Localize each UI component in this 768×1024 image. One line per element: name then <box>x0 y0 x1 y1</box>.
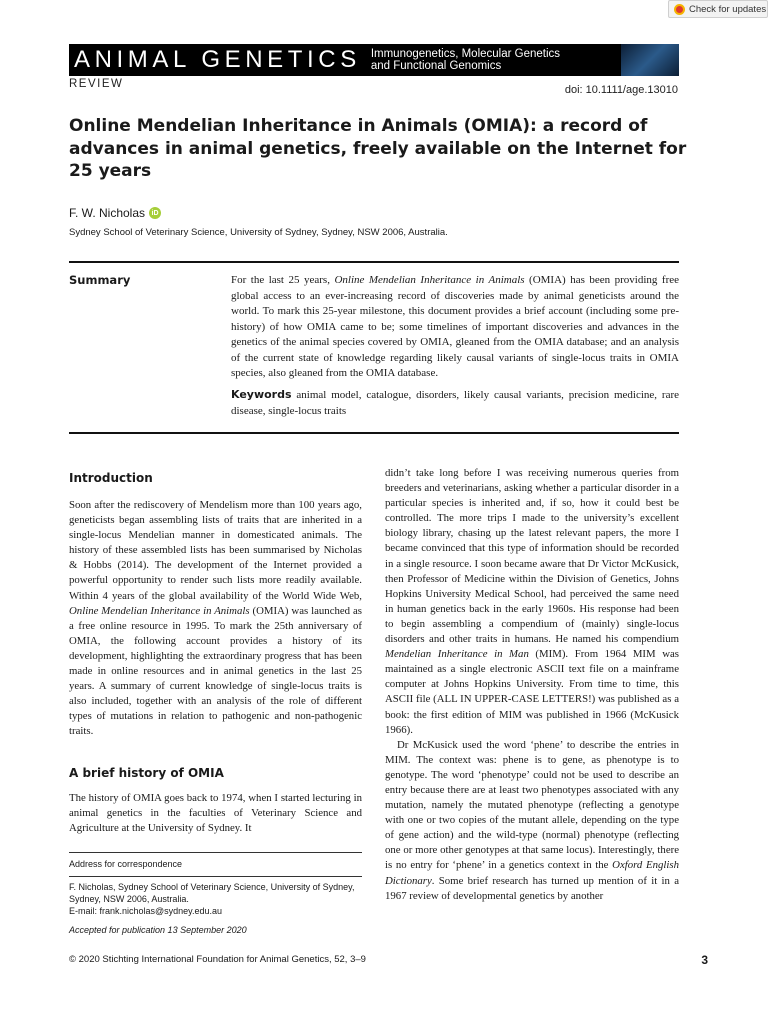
journal-subtitle-line2: and Functional Genomics <box>370 60 502 72</box>
article-type: REVIEW <box>69 78 124 90</box>
section-heading-introduction: Introduction <box>69 471 153 485</box>
journal-banner <box>69 44 679 76</box>
correspondence-top-rule <box>69 852 362 853</box>
orcid-icon[interactable]: iD <box>149 207 161 219</box>
right-paragraph-1: didn’t take long before I was receiving numerous queries from breeders and veterinarians, asking whether a particular disorder in a particular species is inherited and, if so, how it could best be controlled. The more trips I made to the university’s excellent biology library, chasing up the latest relevant papers, the more I became convinced that this type of information should be recorded in a single resource. I soon became aware that Dr Victor McKusick, then Professor of Medicine within the Division of Genetics, Johns Hopkins University Medical School, had perceived the same need in human genetics back in the early 1960s. His response had been to begin assembling a compendium of (mainly) single-locus disorders and other traits in humans. He named his compendium Mendelian Inheritance in Man (MIM). From 1964 MIM was maintained as a single electronic ASCII text file on a mainframe computer at Johns Hopkins University. From time to time, this ASCII file (ALL IN UPPER-CASE LETTERS!) was published as a book: the first edition of MIM was published in 1966 (McKusick 1966). <box>385 467 679 736</box>
correspondence-address: F. Nicholas, Sydney School of Veterinary Science, University of Sydney, Sydney, NSW 2006, Australia. E-mail: frank.nicholas@sydney.edu.au <box>69 881 362 917</box>
check-for-updates-button[interactable] <box>668 0 768 18</box>
intro-paragraph: Soon after the rediscovery of Mendelism more than 100 years ago, geneticists began assembling lists of traits that are inherited in a single-locus Mendelian manner in domesticated animals. The history of these assembled lists has been summarised by Nicholas & Hobbs (2014). The development of the Internet provided a powerful opportunity to render such lists more readily available. Within 4 years of the global availability of the World Wide Web, Online Mendelian Inheritance in Animals (OMIA) was launched as a free online resource in 1995. To mark the 25th anniversary of OMIA, the following account provides a history of its development, highlighting the extraordinary progress that has been made in online resources and in animal genetics in the last 25 years. A summary of current knowledge of single-locus traits is also included, together with an analysis of the role of different types of mutations in relation to pathogenic and non-pathogenic traits. <box>69 499 362 738</box>
keywords <box>231 387 679 419</box>
summary-heading: Summary <box>69 273 131 287</box>
journal-subtitle <box>371 48 560 72</box>
journal-logo-image <box>621 44 679 76</box>
summary-bottom-rule <box>69 432 679 434</box>
keywords-label: Keywords <box>231 388 292 401</box>
journal-subtitle-line1: Immunogenetics, Molecular Genetics <box>370 48 561 60</box>
accepted-date: Accepted for publication 13 September 2020 <box>69 925 247 935</box>
correspondence-email[interactable]: E-mail: frank.nicholas@sydney.edu.au <box>69 906 223 916</box>
footer-copyright: © 2020 Stichting International Foundation for Animal Genetics, 52, 3–9 <box>69 954 366 965</box>
right-column <box>385 466 679 904</box>
keywords-text: animal model, catalogue, disorders, likely causal variants, precision medicine, rare disease, single-locus traits <box>231 389 679 417</box>
journal-title: ANIMAL GENETICS <box>74 46 361 73</box>
author-name[interactable]: F. W. Nicholas <box>69 206 146 220</box>
summary-top-rule <box>69 261 679 263</box>
summary-text: For the last 25 years, Online Mendelian Inheritance in Animals (OMIA) has been providing free global access to an ever-increasing record of discoveries made by animal geneticists around the world. To mark this 25-year milestone, this document provides a brief account (including some pre-history) of how OMIA came to be; some timelines of important discoveries and advances in the genetics of the animal species covered by OMIA, gleaned from the OMIA database; and an analysis of the current state of knowledge regarding likely causal variants of single-locus traits in OMIA species, also gleaned from the OMIA database. <box>231 274 679 379</box>
doi-link[interactable]: doi: 10.1111/age.13010 <box>564 84 678 96</box>
article-title: Online Mendelian Inheritance in Animals (OMIA): a record of advances in animal genetics, freely available on the Internet for 25 years <box>69 116 687 181</box>
correspondence-heading: Address for correspondence <box>69 859 183 869</box>
section-heading-history: A brief history of OMIA <box>69 765 224 780</box>
page-number: 3 <box>701 953 708 967</box>
crossmark-icon <box>674 4 685 15</box>
check-for-updates-label: Check for updates <box>689 3 767 15</box>
history-paragraph: The history of OMIA goes back to 1974, when I started lecturing in animal genetics in the faculties of Veterinary Science and Agriculture at the University of Sydney. It <box>69 791 362 834</box>
affiliation: Sydney School of Veterinary Science, University of Sydney, Sydney, NSW 2006, Australia. <box>69 227 448 238</box>
right-paragraph-2: Dr McKusick used the word ‘phene’ to describe the entries in MIM. The context was: phene is to gene, as phenotype is to genotype. The word ‘phenotype’ could not be used to describe an entry because there are at least two phenotypes associated with any mutation, namely the mutated phenotype (reflecting a genotype with one or two copies of the mutant allele, depending on the type of gene action) and the wild-type (normal) phenotype (reflecting one or more other genotypes at that same locus). Interestingly, there is no entry for ‘phene’ in a genetics context in the Oxford English Dictionary. Some brief research has turned up mention of it in a 1967 review of developmental genetics by another <box>385 738 679 902</box>
author <box>69 206 161 220</box>
correspondence-mid-rule <box>69 876 362 877</box>
left-column <box>69 470 362 836</box>
